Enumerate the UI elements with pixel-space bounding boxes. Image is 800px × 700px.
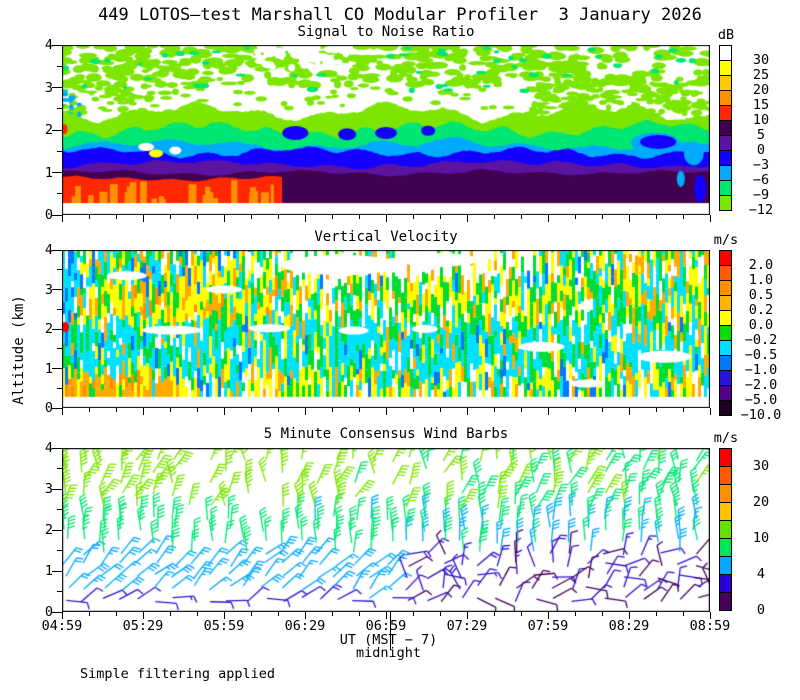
colorbar-cell — [719, 355, 732, 371]
x-axis-tick — [413, 215, 414, 219]
colorbar-cell — [719, 295, 732, 311]
x-axis-tick — [251, 408, 252, 412]
y-axis-tick-label: 0 — [44, 400, 53, 416]
x-axis-tick — [656, 408, 657, 412]
x-axis-tick — [197, 408, 198, 412]
x-axis-tick — [575, 612, 576, 616]
altitude-axis-label: Altitude (km) — [11, 295, 27, 405]
colorbar-label: −9 — [752, 187, 770, 203]
x-axis-tick — [683, 612, 684, 616]
x-axis-tick — [89, 408, 90, 412]
x-axis-tick — [521, 215, 522, 219]
x-axis-tick — [170, 612, 171, 616]
y-axis-tick — [52, 329, 62, 330]
y-axis-tick — [52, 45, 62, 46]
x-axis-tick — [251, 215, 252, 219]
colorbar-label: 10 — [752, 530, 770, 546]
colorbar-cell — [719, 165, 732, 181]
colorbar-cell — [719, 250, 732, 266]
y-axis-tick — [52, 250, 62, 251]
colorbar-cell — [719, 520, 732, 539]
colorbar-label: 0 — [756, 142, 766, 158]
colorbar-cell — [719, 135, 732, 151]
colorbar-cell — [719, 265, 732, 281]
x-axis-tick — [467, 215, 468, 222]
y-axis-tick-label: 1 — [44, 563, 53, 579]
x-axis-tick — [440, 215, 441, 219]
colorbar-cell — [719, 325, 732, 341]
y-axis-tick-label: 1 — [44, 164, 53, 181]
filtering-note: Simple filtering applied — [80, 666, 276, 682]
x-axis-tick — [197, 215, 198, 219]
panel-snr-title: Signal to Noise Ratio — [297, 24, 475, 40]
colorbar-unit-db: dB — [717, 27, 735, 43]
x-axis-tick — [332, 612, 333, 616]
colorbar-label: 20 — [752, 82, 770, 98]
colorbar-cell — [719, 484, 732, 503]
y-axis-tick-label: 0 — [44, 604, 53, 620]
midnight-label: midnight — [355, 645, 422, 661]
x-axis-tick — [359, 408, 360, 412]
x-axis-tick — [251, 612, 252, 616]
y-axis-tick — [52, 130, 62, 131]
x-axis-tick — [629, 408, 630, 415]
x-axis-tick — [197, 612, 198, 616]
colorbar-unit-ms-velocity: m/s — [713, 232, 739, 248]
x-axis-tick — [332, 408, 333, 412]
x-axis-tick — [656, 612, 657, 616]
x-axis-tick — [494, 612, 495, 616]
colorbar-label: 15 — [752, 97, 770, 113]
y-axis-tick — [52, 448, 62, 449]
x-axis-tick — [278, 408, 279, 412]
colorbar-label: −12 — [748, 202, 774, 218]
y-axis-tick — [52, 368, 62, 369]
x-axis-tick — [386, 408, 387, 415]
colorbar-cell — [719, 574, 732, 593]
colorbar-cell — [719, 180, 732, 196]
colorbar-label: 2.0 — [748, 257, 774, 273]
vertical-velocity-heatmap-canvas — [62, 250, 710, 408]
x-axis-tick — [116, 612, 117, 616]
colorbar-cell — [719, 385, 732, 401]
x-axis-tick — [602, 215, 603, 219]
x-axis-tick — [170, 215, 171, 219]
x-axis-tick — [278, 215, 279, 219]
x-axis-tick — [143, 408, 144, 415]
y-axis-tick — [57, 108, 62, 109]
x-axis-time-label: 04:59 — [41, 618, 83, 634]
colorbar-cell — [719, 538, 732, 557]
colorbar-cell — [719, 340, 732, 356]
y-axis-tick — [52, 172, 62, 173]
colorbar-cell — [719, 592, 732, 611]
colorbar-label: 5 — [756, 127, 766, 143]
colorbar-label: −1.0 — [744, 362, 778, 378]
colorbar-cell — [719, 448, 732, 467]
x-axis-tick — [494, 408, 495, 412]
y-axis-tick — [52, 571, 62, 572]
colorbar-cell — [719, 370, 732, 386]
x-axis-tick — [413, 612, 414, 616]
colorbar-label: −10.0 — [740, 407, 782, 423]
x-axis-tick — [224, 408, 225, 415]
y-axis-tick-label: 1 — [44, 360, 53, 377]
figure-title: 449 LOTOS–test Marshall CO Modular Profiler 3 January 2026 — [98, 5, 702, 25]
colorbar-cell — [719, 400, 732, 416]
y-axis-tick — [57, 348, 62, 349]
x-axis-tick — [278, 612, 279, 616]
y-axis-tick — [57, 66, 62, 67]
colorbar-label: −5.0 — [744, 392, 778, 408]
y-axis-tick — [52, 530, 62, 531]
x-axis-time-label: 08:29 — [608, 618, 650, 634]
x-axis-tick — [440, 408, 441, 412]
colorbar-label: 0.5 — [748, 287, 774, 303]
colorbar-cell — [719, 280, 732, 296]
x-axis-tick — [359, 612, 360, 616]
y-axis-tick — [57, 269, 62, 270]
panel-wind-barbs-title: 5 Minute Consensus Wind Barbs — [263, 426, 509, 442]
x-axis-tick — [116, 408, 117, 412]
x-axis-tick — [224, 215, 225, 222]
x-axis-time-label: 05:29 — [122, 618, 164, 634]
x-axis-tick — [332, 215, 333, 219]
y-axis-tick-label: 2 — [44, 321, 53, 337]
x-axis-tick — [629, 215, 630, 222]
colorbar-cell — [719, 75, 732, 91]
x-axis-tick — [575, 408, 576, 412]
y-axis-tick — [57, 151, 62, 152]
x-axis-tick — [467, 408, 468, 415]
colorbar-label: 25 — [752, 67, 770, 83]
x-axis-tick — [602, 612, 603, 616]
y-axis-tick-label: 4 — [44, 242, 53, 258]
colorbar-label: 20 — [752, 494, 770, 510]
x-axis-tick — [305, 215, 306, 222]
x-axis-tick — [521, 408, 522, 412]
colorbar-label: 0.0 — [748, 317, 774, 333]
y-axis-tick-label: 3 — [44, 281, 53, 298]
x-axis-tick — [494, 215, 495, 219]
colorbar-label: 1.0 — [748, 272, 774, 288]
y-axis-tick — [57, 468, 62, 469]
colorbar-label: −3 — [752, 157, 770, 173]
x-axis-tick — [62, 408, 63, 415]
colorbar-cell — [719, 195, 732, 211]
x-axis-tick — [683, 215, 684, 219]
colorbar-cell — [719, 105, 732, 121]
x-axis-tick — [116, 215, 117, 219]
y-axis-tick — [57, 550, 62, 551]
y-axis-tick-label: 3 — [44, 79, 53, 96]
y-axis-tick — [57, 309, 62, 310]
colorbar-label: −6 — [752, 172, 770, 188]
x-axis-tick — [170, 408, 171, 412]
colorbar-cell — [719, 45, 732, 61]
x-axis-time-label: 06:29 — [284, 618, 326, 634]
colorbar-label: −0.2 — [744, 332, 778, 348]
colorbar-cell — [719, 502, 732, 521]
y-axis-tick — [52, 289, 62, 290]
snr-heatmap-canvas — [62, 45, 710, 215]
x-axis-tick — [548, 215, 549, 222]
x-axis-time-label: 08:59 — [689, 618, 731, 634]
colorbar-label: 10 — [752, 112, 770, 128]
colorbar-unit-ms-wind: m/s — [713, 430, 739, 446]
x-axis-tick — [62, 215, 63, 222]
panel-vertical-velocity-title: Vertical Velocity — [314, 229, 458, 245]
colorbar-label: 0 — [756, 602, 766, 618]
colorbar-cell — [719, 150, 732, 166]
colorbar-cell — [719, 310, 732, 326]
x-axis-tick — [305, 408, 306, 415]
x-axis-tick — [710, 215, 711, 222]
x-axis-tick — [89, 612, 90, 616]
time-axis-label: UT (MST − 7) — [339, 632, 438, 648]
colorbar-cell — [719, 60, 732, 76]
colorbar-label: 0.2 — [748, 302, 774, 318]
x-axis-tick — [602, 408, 603, 412]
y-axis-tick — [52, 408, 62, 409]
x-axis-tick — [656, 215, 657, 219]
x-axis-tick — [143, 215, 144, 222]
y-axis-tick-label: 0 — [44, 207, 53, 223]
x-axis-time-label: 07:29 — [446, 618, 488, 634]
colorbar-label: 30 — [752, 52, 770, 68]
colorbar-cell — [719, 120, 732, 136]
y-axis-tick — [57, 591, 62, 592]
x-axis-tick — [89, 215, 90, 219]
x-axis-tick — [575, 215, 576, 219]
y-axis-tick-label: 4 — [44, 440, 53, 456]
wind-barbs-canvas — [62, 448, 710, 612]
y-axis-tick — [52, 87, 62, 88]
x-axis-tick — [386, 215, 387, 222]
colorbar-label: −2.0 — [744, 377, 778, 393]
colorbar-cell — [719, 90, 732, 106]
colorbar-label: −0.5 — [744, 347, 778, 363]
x-axis-tick — [440, 612, 441, 616]
x-axis-time-label: 05:59 — [203, 618, 245, 634]
x-axis-tick — [683, 408, 684, 412]
colorbar-label: 30 — [752, 458, 770, 474]
x-axis-tick — [413, 408, 414, 412]
y-axis-tick — [57, 193, 62, 194]
x-axis-time-label: 07:59 — [527, 618, 569, 634]
x-axis-tick — [710, 408, 711, 415]
x-axis-tick — [359, 215, 360, 219]
y-axis-tick-label: 2 — [44, 122, 53, 138]
y-axis-tick-label: 2 — [44, 522, 53, 538]
x-axis-tick — [548, 408, 549, 415]
x-axis-tick — [521, 612, 522, 616]
colorbar-cell — [719, 466, 732, 485]
y-axis-tick — [52, 489, 62, 490]
y-axis-tick — [57, 509, 62, 510]
y-axis-tick-label: 3 — [44, 481, 53, 497]
y-axis-tick-label: 4 — [44, 37, 53, 53]
y-axis-tick — [57, 388, 62, 389]
y-axis-tick — [52, 215, 62, 216]
y-axis-tick — [52, 612, 62, 613]
colorbar-label: 4 — [756, 566, 766, 582]
x-axis-time-label: 06:59 — [365, 618, 407, 634]
colorbar-cell — [719, 556, 732, 575]
